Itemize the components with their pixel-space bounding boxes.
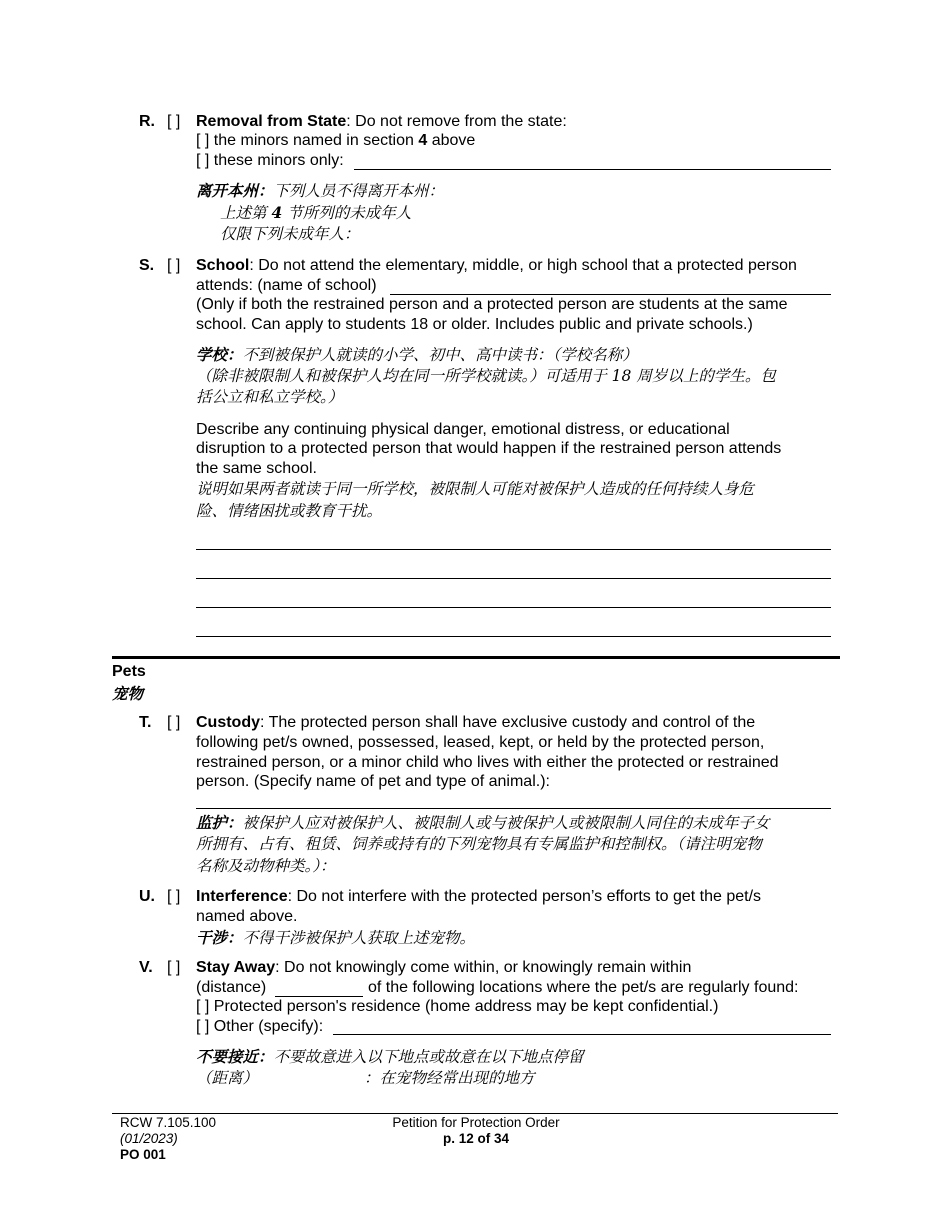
section-t-cn-text-2: 所拥有、占有、租赁、饲养或持有的下列宠物具有专属监护和控制权。（请注明宠物 xyxy=(196,835,762,853)
section-s-text-4: school. Can apply to students 18 or older. Includes public and private schools.) xyxy=(196,316,753,333)
section-r-checkbox[interactable]: [ ] xyxy=(167,113,181,130)
description-line-2[interactable] xyxy=(196,578,831,579)
section-r-cn-option-1-b: 节所列的未成年人 xyxy=(287,204,412,222)
description-line-4[interactable] xyxy=(196,636,831,637)
section-u-cn-text: 不得干涉被保护人获取上述宠物。 xyxy=(242,929,476,947)
section-s-checkbox[interactable]: [ ] xyxy=(167,257,181,274)
section-s-cn-desc-1: 说明如果两者就读于同一所学校，被限制人可能对被保护人造成的任何持续人身危 xyxy=(196,480,755,498)
section-v-heading xyxy=(196,958,691,978)
section-s-desc-2: disruption to a protected person that would happen if the restrained person attends xyxy=(196,440,782,457)
footer-divider xyxy=(112,1113,838,1114)
section-t-cn-title: 监护： xyxy=(196,813,243,832)
section-r-cn-option-1-num: 4 xyxy=(271,203,283,222)
section-u-checkbox[interactable]: [ ] xyxy=(167,888,181,905)
section-r-cn-text: 下列人员不得离开本州： xyxy=(273,182,445,200)
section-t-text-1: : The protected person shall have exclusive custody and control of the xyxy=(260,714,756,731)
section-v-text-1: : Do not knowingly come within, or knowingly remain within xyxy=(275,959,692,976)
other-location-input-line[interactable] xyxy=(333,1034,831,1035)
section-r-text: : Do not remove from the state: xyxy=(346,113,567,130)
section-s-heading xyxy=(196,256,797,276)
section-v-cn-text-1: 不要故意进入以下地点或故意在以下地点停留 xyxy=(273,1048,584,1066)
section-s-cn-text-1: 不到被保护人就读的小学、初中、高中读书：（学校名称） xyxy=(242,346,638,364)
pet-specification-input-line[interactable] xyxy=(196,808,831,809)
section-r-heading xyxy=(196,112,567,132)
section-r-letter: R. xyxy=(139,113,155,130)
section-u-cn-title: 干涉： xyxy=(196,928,243,947)
section-s-cn-heading xyxy=(196,344,638,366)
section-r-cn-title: 离开本州： xyxy=(196,181,274,200)
section-s-desc-1: Describe any continuing physical danger, emotional distress, or educational xyxy=(196,421,730,438)
section-u-letter: U. xyxy=(139,888,155,905)
section-v-option-1-checkbox[interactable]: [ ] xyxy=(196,998,210,1015)
section-r-option-1-number: 4 xyxy=(418,132,428,149)
section-s-cn-desc-2: 险、情绪困扰或教育干扰。 xyxy=(196,502,383,520)
section-v-letter: V. xyxy=(139,959,153,976)
section-r-option-1-text: the minors named in section xyxy=(213,132,414,149)
section-r-option-2-text: these minors only: xyxy=(213,152,344,169)
section-s-cn-text-2: （除非被限制人和被保护人均在同一所学校就读。）可适用于 18 周岁以上的学生。包 xyxy=(196,367,776,385)
section-s-text-3: (Only if both the restrained person and a protected person are students at the same xyxy=(196,296,788,313)
section-r-option-1-checkbox[interactable]: [ ] xyxy=(196,132,210,149)
section-s-title: School xyxy=(196,257,250,274)
section-t-cn-heading xyxy=(196,812,770,834)
footer-page-number: p. 12 of 34 xyxy=(442,1131,510,1146)
section-v-cn-text-2a: （距离） xyxy=(196,1069,259,1087)
pets-heading-cn: 宠物 xyxy=(112,684,144,703)
section-r-option-2 xyxy=(196,151,344,171)
section-r-cn-option-2: 仅限下列未成年人： xyxy=(220,225,360,243)
section-s-desc-3: the same school. xyxy=(196,460,317,477)
section-r-option-1 xyxy=(196,131,475,151)
section-v-option-1 xyxy=(196,997,718,1017)
section-t-text-4: person. (Specify name of pet and type of animal.): xyxy=(196,773,550,790)
section-r-cn-option-1 xyxy=(220,202,411,224)
section-v-option-1-text: Protected person's residence (home address may be kept confidential.) xyxy=(213,998,719,1015)
section-u-cn-heading xyxy=(196,927,475,949)
section-u-heading xyxy=(196,887,761,907)
section-v-cn-heading xyxy=(196,1046,584,1068)
section-v-option-2-text: Other (specify): xyxy=(213,1018,324,1035)
section-s-cn-text-3: 括公立和私立学校。） xyxy=(196,388,344,406)
section-u-text-2: named above. xyxy=(196,908,298,925)
footer-form-number: PO 001 xyxy=(120,1147,166,1162)
section-r-cn-heading xyxy=(196,180,444,202)
section-t-cn-text-1: 被保护人应对被保护人、被限制人或与被保护人或被限制人同住的未成年子女 xyxy=(242,814,770,832)
pets-section-divider xyxy=(112,656,840,659)
section-v-cn-title: 不要接近： xyxy=(196,1047,274,1066)
section-t-letter: T. xyxy=(139,714,152,731)
section-r-cn-option-1-a: 上述第 xyxy=(220,204,267,222)
section-u-title: Interference xyxy=(196,888,288,905)
section-r-option-2-checkbox[interactable]: [ ] xyxy=(196,152,210,169)
description-line-1[interactable] xyxy=(196,549,831,550)
footer-title: Petition for Protection Order xyxy=(392,1115,560,1130)
section-v-title: Stay Away xyxy=(196,959,276,976)
section-v-option-2-checkbox[interactable]: [ ] xyxy=(196,1018,210,1035)
section-v-option-2 xyxy=(196,1017,323,1037)
section-v-text-2a: (distance) xyxy=(196,979,267,996)
section-s-cn-title: 学校： xyxy=(196,345,243,364)
section-t-heading xyxy=(196,713,755,733)
section-v-cn-text-2b: ：在宠物经常出现的地方 xyxy=(364,1069,535,1087)
footer-rcw: RCW 7.105.100 xyxy=(120,1115,217,1130)
section-t-checkbox[interactable]: [ ] xyxy=(167,714,181,731)
section-u-text-1: : Do not interfere with the protected person’s efforts to get the pet/s xyxy=(287,888,762,905)
section-s-text-2: attends: (name of school) xyxy=(196,277,377,294)
description-line-3[interactable] xyxy=(196,607,831,608)
section-t-title: Custody xyxy=(196,714,260,731)
section-s-letter: S. xyxy=(139,257,155,274)
section-r-title: Removal from State xyxy=(196,113,347,130)
section-t-cn-text-3: 名称及动物种类。）： xyxy=(196,857,336,875)
section-v-text-2b: of the following locations where the pet/s are regularly found: xyxy=(368,979,799,996)
minors-only-input-line[interactable] xyxy=(354,169,831,170)
section-r-option-1-text-end: above xyxy=(431,132,476,149)
section-t-text-2: following pet/s owned, possessed, leased, kept, or held by the protected person, xyxy=(196,734,765,751)
section-s-text-1: : Do not attend the elementary, middle, or high school that a protected person xyxy=(249,257,797,274)
pets-heading: Pets xyxy=(112,663,146,680)
footer-date: (01/2023) xyxy=(120,1131,178,1146)
section-t-text-3: restrained person, or a minor child who lives with either the protected or restrained xyxy=(196,754,779,771)
section-v-checkbox[interactable]: [ ] xyxy=(167,959,181,976)
